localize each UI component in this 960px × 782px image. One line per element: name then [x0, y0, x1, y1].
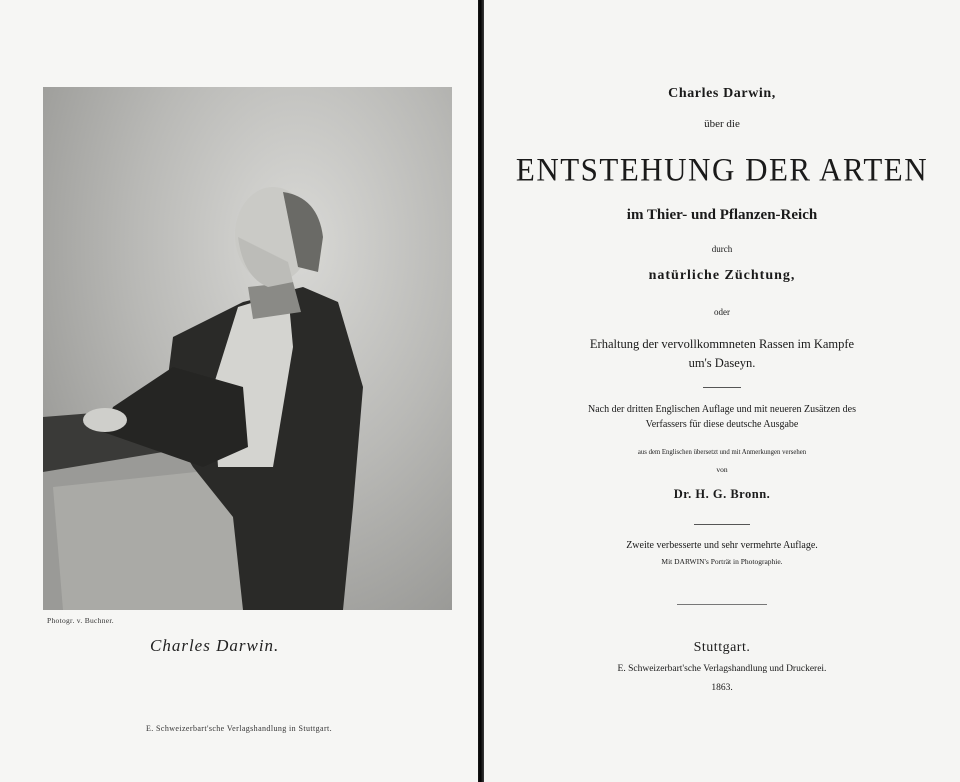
publication-city: Stuttgart. [693, 640, 751, 655]
portrait-note: Mit DARWIN's Porträt in Photographie. [661, 557, 783, 566]
author-name: Charles Darwin, [668, 86, 776, 101]
left-page [0, 0, 478, 782]
von: von [716, 465, 728, 474]
edition-note-line-2: Verfassers für diese deutsche Ausgabe [645, 419, 799, 430]
divider-rule [677, 604, 767, 605]
publisher: E. Schweizerbart'sche Verlagshandlung und Druckerei. [617, 664, 827, 674]
edition-note-line-1: Nach der dritten Englischen Auflage und mit neueren Zusätzen des [588, 404, 856, 415]
main-title: ENTSTEHUNG DER ARTEN [515, 151, 929, 188]
translator-name: Dr. H. G. Bronn. [673, 487, 771, 501]
left-page-footer: E. Schweizerbart'sche Verlagshandlung in Stuttgart. [145, 724, 333, 733]
portrait-drawing [43, 87, 452, 610]
durch: durch [711, 244, 733, 254]
darwin-signature: Charles Darwin. [150, 636, 280, 655]
oder: oder [714, 307, 730, 317]
natural-selection: natürliche Züchtung, [648, 268, 796, 283]
divider-rule [694, 524, 750, 525]
edition-statement: Zweite verbesserte und sehr vermehrte Auflage. [626, 540, 818, 551]
darwin-portrait-photo [43, 87, 452, 610]
erhaltung-line-2: um's Daseyn. [688, 356, 756, 370]
erhaltung-line-1: Erhaltung der vervollkommneten Rassen im Kampfe [589, 337, 855, 351]
ueber-die: über die [704, 118, 740, 130]
title-page [484, 0, 960, 782]
photo-credit: Photogr. v. Buchner. [47, 616, 114, 625]
publication-year: 1863. [711, 683, 733, 693]
divider-rule [703, 387, 741, 388]
translation-note: aus dem Englischen übersetzt und mit Anmerkungen versehen [637, 447, 807, 456]
subtitle: im Thier- und Pflanzen-Reich [626, 207, 818, 223]
